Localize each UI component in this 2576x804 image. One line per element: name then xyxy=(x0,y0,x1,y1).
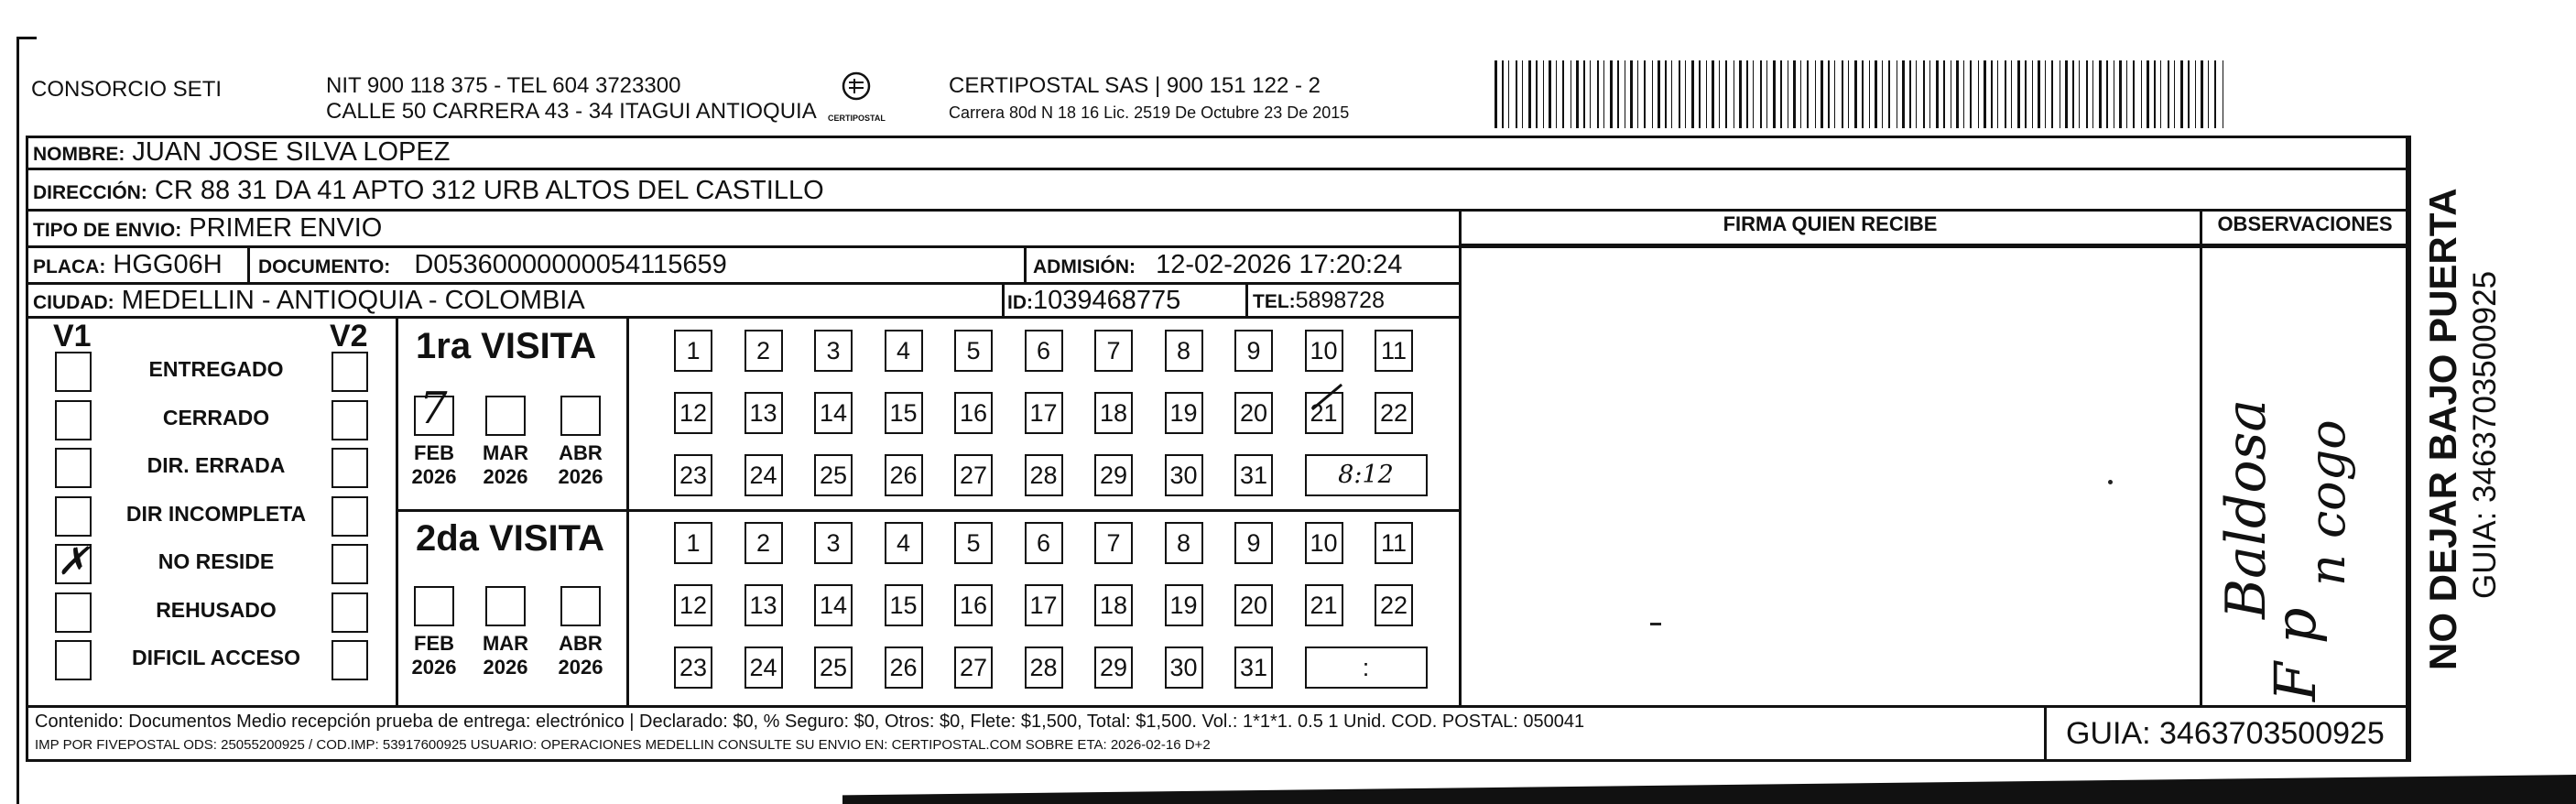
tel-field xyxy=(1253,284,1385,319)
day-box: 15 xyxy=(885,392,923,434)
barcode-bar xyxy=(1610,60,1613,128)
company-name: CONSORCIO SETI xyxy=(31,77,223,102)
placa-value: HGG06H xyxy=(113,250,223,279)
barcode-bar xyxy=(2195,60,2196,128)
v2-checkbox xyxy=(332,400,368,440)
v2-checkbox xyxy=(332,448,368,488)
barcode-bar xyxy=(1807,60,1809,128)
barcode-bar xyxy=(1556,60,1557,128)
day-box: 28 xyxy=(1025,454,1063,496)
day-box: 10 xyxy=(1305,522,1343,564)
barcode-bar xyxy=(1665,60,1667,128)
barcode-bar xyxy=(2032,60,2033,128)
barcode-bar xyxy=(1842,60,1843,128)
day-box: 14 xyxy=(814,584,853,626)
left-crop-line xyxy=(16,37,19,804)
day-box: 4 xyxy=(885,522,923,564)
barcode-bar xyxy=(2017,60,2020,128)
day-box: 22 xyxy=(1375,392,1413,434)
day-box: 17 xyxy=(1025,392,1063,434)
barcode-bar xyxy=(1516,60,1517,128)
id-label: ID: xyxy=(1007,292,1033,313)
year-label: 2026 xyxy=(558,465,603,488)
day-box: 21 xyxy=(1305,392,1343,434)
month-box xyxy=(414,586,454,626)
day-box: 9 xyxy=(1234,522,1273,564)
id-field xyxy=(1007,284,1180,320)
day-box: 19 xyxy=(1165,584,1203,626)
day-box: 26 xyxy=(885,646,923,689)
barcode-bar xyxy=(2092,60,2093,128)
month-box xyxy=(485,396,526,436)
barcode-bar xyxy=(1780,60,1782,128)
barcode-bar xyxy=(1536,60,1538,128)
barcode-bar xyxy=(1753,60,1754,128)
barcode-bar xyxy=(1706,60,1707,128)
day-box: 17 xyxy=(1025,584,1063,626)
day-box: 13 xyxy=(745,584,783,626)
admision-field xyxy=(1033,248,1402,284)
barcode-bar xyxy=(1902,60,1905,128)
placa-label: PLACA: xyxy=(33,256,106,277)
stray-dot xyxy=(2108,480,2113,484)
certipostal-logo xyxy=(835,70,877,112)
visit1-title: 1ra VISITA xyxy=(416,326,597,366)
barcode-bar xyxy=(1597,60,1599,128)
status-label: DIR. ERRADA xyxy=(147,453,286,477)
time-box: 8:12 xyxy=(1305,454,1428,496)
day-box: 1 xyxy=(674,330,712,372)
barcode-bar xyxy=(1590,60,1591,128)
barcode-bar xyxy=(2119,60,2122,128)
day-box: 8 xyxy=(1165,522,1203,564)
barcode-bar xyxy=(1562,60,1564,128)
barcode-bar xyxy=(1617,60,1619,128)
nombre-field xyxy=(33,136,450,171)
nit-line: NIT 900 118 375 - TEL 604 3723300 xyxy=(326,73,681,98)
barcode-bar xyxy=(2045,60,2046,128)
day-box: 2 xyxy=(745,522,783,564)
day-box: 5 xyxy=(954,522,993,564)
day-box: 12 xyxy=(674,392,712,434)
footer-contenido: Contenido: Documentos Medio recepción prueba de entrega: electrónico | Declarado: $0, % Seguro: $0, Otros: $0, Flete: $1,500, Total: $1,500. Vol.: 1*1*1. 0.5 1 Unid. COD. POSTAL: 050041 xyxy=(35,712,1585,732)
day-box: 24 xyxy=(745,454,783,496)
no-dejar-warning: NO DEJAR BAJO PUERTA xyxy=(2421,188,2464,670)
status-label: REHUSADO xyxy=(156,597,277,622)
documento-field xyxy=(258,248,727,284)
barcode-bar xyxy=(1848,60,1849,128)
barcode-bar xyxy=(2005,60,2006,128)
barcode-bar xyxy=(2214,60,2216,128)
status-label: NO RESIDE xyxy=(158,549,275,573)
ciudad-value: MEDELLIN - ANTIOQUIA - COLOMBIA xyxy=(121,286,585,315)
v2-label: V2 xyxy=(330,319,368,353)
tel-label: TEL: xyxy=(1253,291,1296,312)
barcode-bar xyxy=(2147,60,2149,128)
barcode-bar xyxy=(2051,60,2053,128)
day-box: 18 xyxy=(1094,584,1133,626)
v1-checkbox xyxy=(55,592,92,633)
barcode-bar xyxy=(2133,60,2135,128)
day-box: 23 xyxy=(674,646,712,689)
barcode-bar xyxy=(1766,60,1767,128)
v1-label: V1 xyxy=(53,319,92,353)
visit2-title: 2da VISITA xyxy=(416,518,604,559)
day-box: 13 xyxy=(745,392,783,434)
admision-value: 12-02-2026 17:20:24 xyxy=(1156,250,1403,279)
day-box: 8 xyxy=(1165,330,1203,372)
barcode-bar xyxy=(1800,60,1801,128)
visit1-month-mark: 7 xyxy=(419,383,448,434)
day-box: 12 xyxy=(674,584,712,626)
barcode-bar xyxy=(1943,60,1945,128)
barcode-bar xyxy=(1875,60,1877,128)
barcode-bar xyxy=(1862,60,1864,128)
barcode-bar xyxy=(1630,60,1633,128)
month-label: FEB xyxy=(414,632,454,655)
barcode-bar xyxy=(2201,60,2203,128)
barcode-bar xyxy=(1746,60,1748,128)
left-crop-tick xyxy=(16,37,37,39)
day-box: 3 xyxy=(814,522,853,564)
day-box: 15 xyxy=(885,584,923,626)
barcode-bar xyxy=(1679,60,1680,128)
v2-checkbox xyxy=(332,544,368,584)
certipostal-line: CERTIPOSTAL SAS | 900 151 122 - 2 xyxy=(949,73,1321,98)
day-box: 31 xyxy=(1234,646,1273,689)
barcode-bar xyxy=(2154,60,2156,128)
year-label: 2026 xyxy=(411,465,457,488)
v1-checkbox xyxy=(55,496,92,537)
barcode-bar xyxy=(1828,60,1830,128)
barcode-bar xyxy=(2180,60,2183,128)
barcode-bar xyxy=(1685,60,1686,128)
day-box: 20 xyxy=(1234,392,1273,434)
barcode-bar xyxy=(1978,60,1979,128)
barcode-bar xyxy=(2038,60,2040,128)
barcode-bar xyxy=(2086,60,2088,128)
barcode-bar xyxy=(1495,60,1497,128)
nombre-label: NOMBRE: xyxy=(33,144,125,165)
day-box: 16 xyxy=(954,392,993,434)
barcode-bar xyxy=(1963,60,1964,128)
barcode-bar xyxy=(1725,60,1727,128)
barcode-bar xyxy=(2174,60,2175,128)
stray-mark xyxy=(1650,623,1661,625)
placa-field xyxy=(33,248,223,284)
day-box: 14 xyxy=(814,392,853,434)
month-label: FEB xyxy=(414,441,454,464)
day-box: 26 xyxy=(885,454,923,496)
year-label: 2026 xyxy=(558,656,603,679)
footer-imp: IMP POR FIVEPOSTAL ODS: 25055200925 / COD.IMP: 53917600925 USUARIO: OPERACIONES MEDELLIN CONSULTE SU ENVIO EN: CERTIPOSTAL.COM SOBRE ETA: 2026-02-16 D+2 xyxy=(35,737,1211,753)
barcode-bar xyxy=(2168,60,2169,128)
barcode-bar xyxy=(2141,60,2142,128)
month-box xyxy=(485,586,526,626)
day-box: 11 xyxy=(1375,522,1413,564)
nombre-value: JUAN JOSE SILVA LOPEZ xyxy=(132,137,451,167)
day-box: 2 xyxy=(745,330,783,372)
v1-checkbox xyxy=(55,400,92,440)
handwriting-fp: F p xyxy=(2262,607,2329,701)
barcode-bar xyxy=(2160,60,2161,128)
barcode-bar xyxy=(1854,60,1857,128)
address-line: CALLE 50 CARRERA 43 - 34 ITAGUI ANTIOQUIA xyxy=(326,99,817,124)
direccion-field xyxy=(33,174,824,210)
day-box: 1 xyxy=(674,522,712,564)
barcode-bar xyxy=(2079,60,2080,128)
barcode-bar xyxy=(1637,60,1638,128)
day-box: 25 xyxy=(814,646,853,689)
year-label: 2026 xyxy=(411,656,457,679)
month-box xyxy=(560,396,601,436)
tipo-label: TIPO DE ENVIO: xyxy=(33,220,182,241)
day-box: 21 xyxy=(1305,584,1343,626)
barcode-bar xyxy=(1821,60,1823,128)
barcode-bar xyxy=(1508,60,1509,128)
day-box: 10 xyxy=(1305,330,1343,372)
day-box: 16 xyxy=(954,584,993,626)
status-label: ENTREGADO xyxy=(148,357,284,381)
v2-checkbox xyxy=(332,640,368,680)
day-box: 25 xyxy=(814,454,853,496)
day-box: 29 xyxy=(1094,454,1133,496)
barcode-bar xyxy=(1671,60,1672,128)
barcode-bar xyxy=(1712,60,1714,128)
barcode-bar xyxy=(1549,60,1551,128)
bottom-trim-band xyxy=(842,775,2576,804)
day-box: 3 xyxy=(814,330,853,372)
v1-no-reside-mark: ✗ xyxy=(57,538,90,583)
day-box: 18 xyxy=(1094,392,1133,434)
tel-value: 5898728 xyxy=(1295,288,1385,313)
day-box: 27 xyxy=(954,454,993,496)
day-box: 31 xyxy=(1234,454,1273,496)
barcode-bar xyxy=(1869,60,1870,128)
barcode-bar xyxy=(1603,60,1604,128)
barcode-bar xyxy=(2025,60,2027,128)
status-label: DIR INCOMPLETA xyxy=(125,501,307,526)
barcode-bar xyxy=(1652,60,1653,128)
barcode-bar xyxy=(1793,60,1796,128)
barcode-bar xyxy=(1923,60,1925,128)
direccion-label: DIRECCIÓN: xyxy=(33,182,147,203)
barcode-bar xyxy=(2099,60,2102,128)
barcode-bar xyxy=(2188,60,2190,128)
barcode-bar xyxy=(2106,60,2108,128)
barcode-bar xyxy=(1773,60,1776,128)
day-box: 4 xyxy=(885,330,923,372)
day-box: 6 xyxy=(1025,330,1063,372)
barcode-bar xyxy=(1909,60,1911,128)
barcode-bar xyxy=(2065,60,2068,128)
day-box: 19 xyxy=(1165,392,1203,434)
tipo-field xyxy=(33,212,382,247)
day-box: 27 xyxy=(954,646,993,689)
tipo-value: PRIMER ENVIO xyxy=(189,213,383,243)
v2-checkbox xyxy=(332,592,368,633)
ciudad-field xyxy=(33,284,585,320)
barcode-bar xyxy=(2072,60,2074,128)
barcode-bar xyxy=(1699,60,1701,128)
barcode-bar xyxy=(1691,60,1694,128)
v2-checkbox xyxy=(332,496,368,537)
day-box: 22 xyxy=(1375,584,1413,626)
status-label: CERRADO xyxy=(162,405,270,429)
firma-header: FIRMA QUIEN RECIBE xyxy=(1723,212,1938,235)
barcode-bar xyxy=(1997,60,1998,128)
barcode-bar xyxy=(1882,60,1883,128)
barcode-bar xyxy=(2011,60,2012,128)
day-box: 23 xyxy=(674,454,712,496)
logo-text: CERTIPOSTAL xyxy=(828,114,886,123)
direccion-value: CR 88 31 DA 41 APTO 312 URB ALTOS DEL CASTILLO xyxy=(154,176,824,205)
observaciones-header: OBSERVACIONES xyxy=(2217,212,2393,235)
day-box: 7 xyxy=(1094,522,1133,564)
footer-guia: GUIA: 3463703500925 xyxy=(2066,716,2385,751)
barcode-bar xyxy=(1888,60,1890,128)
barcode-bar xyxy=(1739,60,1742,128)
v1-checkbox xyxy=(55,448,92,488)
barcode-bar xyxy=(1984,60,1986,128)
ciudad-label: CIUDAD: xyxy=(33,292,114,313)
admision-label: ADMISIÓN: xyxy=(1033,256,1136,277)
barcode-bar xyxy=(1815,60,1816,128)
barcode-bar xyxy=(1834,60,1835,128)
day-box: 5 xyxy=(954,330,993,372)
status-label: DIFICIL ACCESO xyxy=(131,646,300,669)
day-box: 24 xyxy=(745,646,783,689)
barcode-bar xyxy=(1991,60,1993,128)
id-value: 1039468775 xyxy=(1033,286,1181,315)
month-label: ABR xyxy=(559,632,603,655)
day-box: 7 xyxy=(1094,330,1133,372)
barcode-bar xyxy=(1583,60,1585,128)
handwriting-ncogo: n cogo xyxy=(2299,419,2356,586)
barcode-bar xyxy=(1760,60,1762,128)
barcode-bar xyxy=(1543,60,1544,128)
barcode-bar xyxy=(1522,60,1523,128)
year-label: 2026 xyxy=(483,465,528,488)
barcode-bar xyxy=(1658,60,1660,128)
day-box: 6 xyxy=(1025,522,1063,564)
month-label: ABR xyxy=(559,441,603,464)
barcode-bar xyxy=(1970,60,1972,128)
barcode-bar xyxy=(1936,60,1939,128)
day-box: 11 xyxy=(1375,330,1413,372)
day-box: 30 xyxy=(1165,454,1203,496)
day-box: 29 xyxy=(1094,646,1133,689)
time-box: : xyxy=(1305,646,1428,689)
day-box: 30 xyxy=(1165,646,1203,689)
month-box xyxy=(560,586,601,626)
barcode xyxy=(1495,60,2231,128)
barcode-bar xyxy=(1956,60,1959,128)
v1-checkbox xyxy=(55,352,92,392)
month-label: MAR xyxy=(482,441,529,464)
barcode-bar xyxy=(1719,60,1720,128)
v2-checkbox xyxy=(332,352,368,392)
barcode-bar xyxy=(2126,60,2127,128)
day-box: 9 xyxy=(1234,330,1273,372)
barcode-bar xyxy=(1576,60,1579,128)
handwriting-baldosa: Baldosa xyxy=(2214,398,2278,619)
barcode-bar xyxy=(2208,60,2209,128)
v1-checkbox xyxy=(55,640,92,680)
day-box: 28 xyxy=(1025,646,1063,689)
documento-value: D05360000000054115659 xyxy=(414,250,727,279)
barcode-bar xyxy=(1929,60,1930,128)
month-label: MAR xyxy=(482,632,529,655)
day-box: 20 xyxy=(1234,584,1273,626)
barcode-bar xyxy=(1644,60,1646,128)
year-label: 2026 xyxy=(483,656,528,679)
license-line: Carrera 80d N 18 16 Lic. 2519 De Octubre 23 De 2015 xyxy=(949,103,1350,122)
barcode-bar xyxy=(1502,60,1504,128)
guia-vertical: GUIA: 3463703500925 xyxy=(2467,270,2503,599)
barcode-bar xyxy=(1916,60,1917,128)
barcode-bar xyxy=(1528,60,1531,128)
documento-label: DOCUMENTO: xyxy=(258,256,391,277)
